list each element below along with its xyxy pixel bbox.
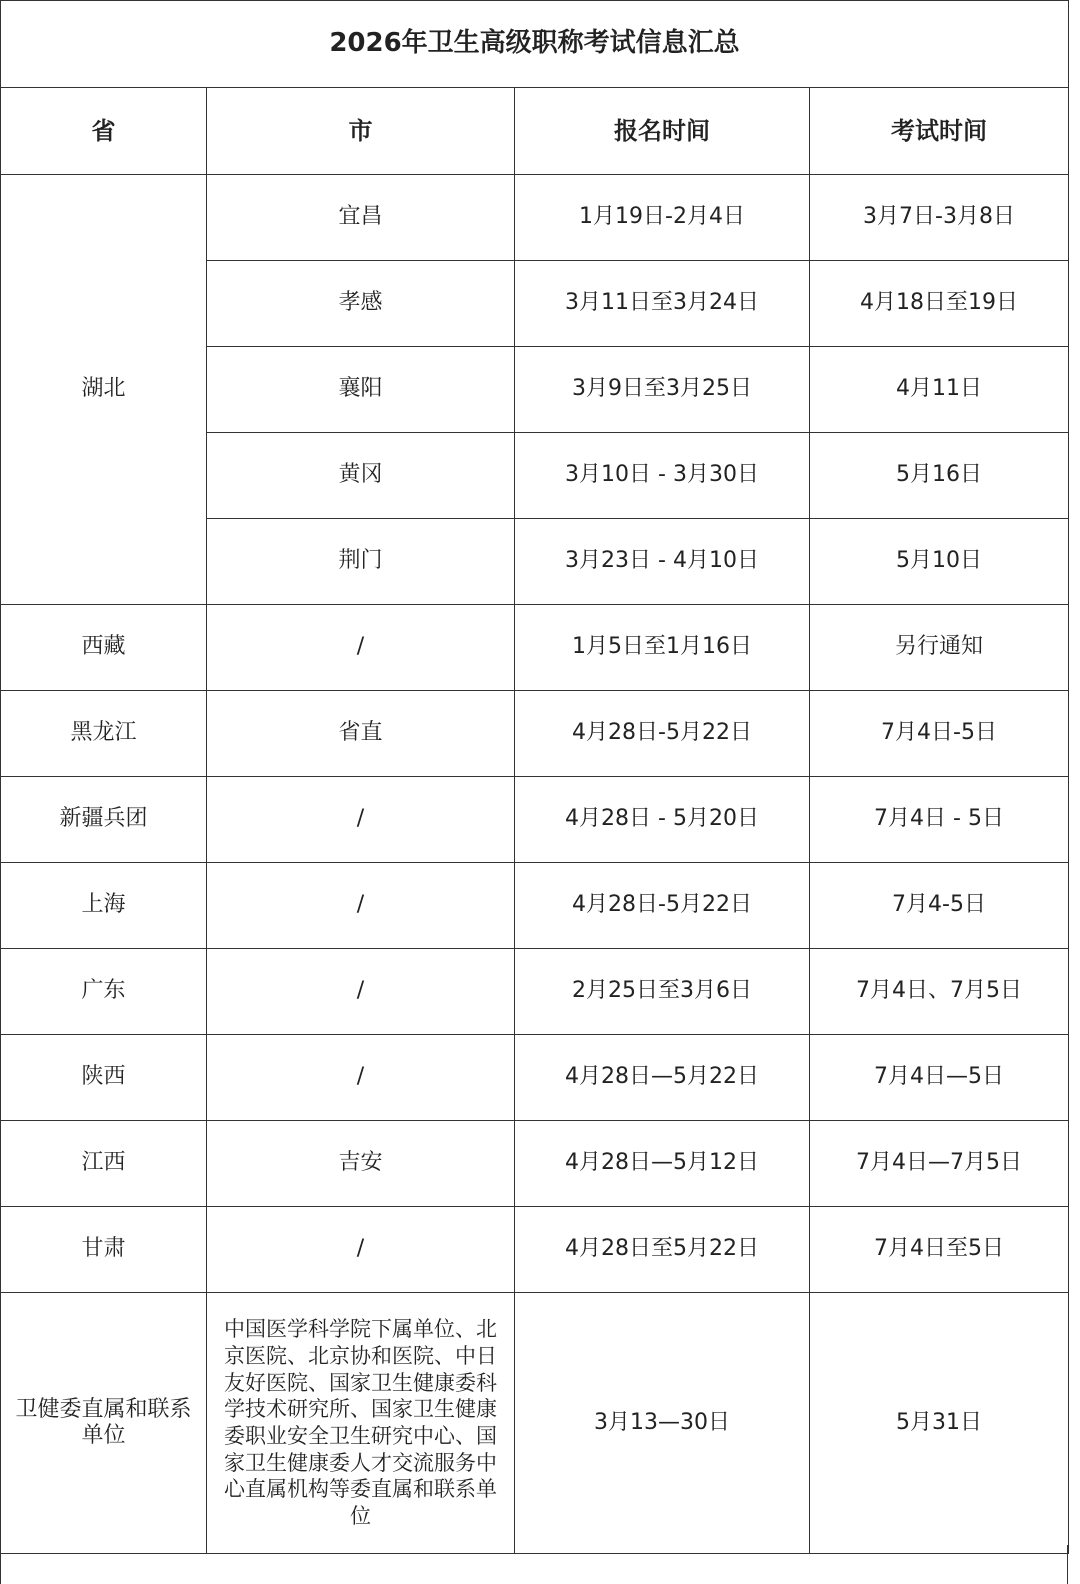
exam-time-cell: 7月4-5日 <box>810 863 1069 949</box>
signup-time-cell: 3月13—30日 <box>515 1293 810 1554</box>
signup-time-cell: 4月28日-5月22日 <box>515 691 810 777</box>
signup-time-cell: 4月28日-5月22日 <box>515 863 810 949</box>
city-cell: / <box>207 949 515 1035</box>
table-title: 2026年卫生高级职称考试信息汇总 <box>1 1 1069 88</box>
exam-time-cell: 7月4日 - 5日 <box>810 777 1069 863</box>
table-row <box>1 175 1069 261</box>
header-province: 省 <box>1 88 207 175</box>
city-cell: 孝感 <box>207 261 515 347</box>
signup-time-cell: 1月19日-2月4日 <box>515 175 810 261</box>
table-row <box>1 605 1069 691</box>
signup-time-cell: 3月11日至3月24日 <box>515 261 810 347</box>
table-row <box>1 1293 1069 1554</box>
city-cell: 荆门 <box>207 519 515 605</box>
header-exam-time: 考试时间 <box>810 88 1069 175</box>
province-cell: 卫健委直属和联系单位 <box>1 1293 207 1554</box>
province-cell: 新疆兵团 <box>1 777 207 863</box>
signup-time-cell: 2月25日至3月6日 <box>515 949 810 1035</box>
city-cell: 襄阳 <box>207 347 515 433</box>
signup-time-cell: 3月9日至3月25日 <box>515 347 810 433</box>
exam-time-cell: 7月4日-5日 <box>810 691 1069 777</box>
province-cell: 陕西 <box>1 1035 207 1121</box>
table-continuation <box>0 1545 1068 1584</box>
exam-time-cell: 3月7日-3月8日 <box>810 175 1069 261</box>
province-cell: 广东 <box>1 949 207 1035</box>
signup-time-cell: 3月23日 - 4月10日 <box>515 519 810 605</box>
city-cell: / <box>207 777 515 863</box>
city-cell: / <box>207 1207 515 1293</box>
header-city: 市 <box>207 88 515 175</box>
signup-time-cell: 3月10日 - 3月30日 <box>515 433 810 519</box>
table-row <box>1 777 1069 863</box>
exam-time-cell: 5月10日 <box>810 519 1069 605</box>
city-cell: 黄冈 <box>207 433 515 519</box>
province-cell: 甘肃 <box>1 1207 207 1293</box>
table-row <box>1 863 1069 949</box>
exam-time-cell: 7月4日—5日 <box>810 1035 1069 1121</box>
title-row <box>1 1 1069 88</box>
province-cell: 上海 <box>1 863 207 949</box>
exam-time-cell: 7月4日—7月5日 <box>810 1121 1069 1207</box>
city-cell: / <box>207 863 515 949</box>
province-cell: 湖北 <box>1 175 207 605</box>
exam-time-cell: 4月11日 <box>810 347 1069 433</box>
table-row <box>1 1121 1069 1207</box>
exam-time-cell: 7月4日至5日 <box>810 1207 1069 1293</box>
province-cell: 黑龙江 <box>1 691 207 777</box>
signup-time-cell: 1月5日至1月16日 <box>515 605 810 691</box>
signup-time-cell: 4月28日至5月22日 <box>515 1207 810 1293</box>
city-cell: 中国医学科学院下属单位、北京医院、北京协和医院、中日友好医院、国家卫生健康委科学技术研究所、国家卫生健康委职业安全卫生研究中心、国家卫生健康委人才交流服务中心直属机构等委直属和联系单位 <box>207 1293 515 1554</box>
city-cell: 吉安 <box>207 1121 515 1207</box>
signup-time-cell: 4月28日—5月12日 <box>515 1121 810 1207</box>
city-cell: / <box>207 1035 515 1121</box>
exam-time-cell: 4月18日至19日 <box>810 261 1069 347</box>
header-signup-time: 报名时间 <box>515 88 810 175</box>
exam-time-cell: 另行通知 <box>810 605 1069 691</box>
table-row <box>1 949 1069 1035</box>
table-row <box>1 1035 1069 1121</box>
signup-time-cell: 4月28日—5月22日 <box>515 1035 810 1121</box>
signup-time-cell: 4月28日 - 5月20日 <box>515 777 810 863</box>
exam-time-cell: 5月31日 <box>810 1293 1069 1554</box>
city-cell: 省直 <box>207 691 515 777</box>
exam-time-cell: 5月16日 <box>810 433 1069 519</box>
table-row <box>1 691 1069 777</box>
province-cell: 西藏 <box>1 605 207 691</box>
province-cell: 江西 <box>1 1121 207 1207</box>
table-row <box>1 1207 1069 1293</box>
header-row <box>1 88 1069 175</box>
city-cell: 宜昌 <box>207 175 515 261</box>
city-cell: / <box>207 605 515 691</box>
exam-time-cell: 7月4日、7月5日 <box>810 949 1069 1035</box>
